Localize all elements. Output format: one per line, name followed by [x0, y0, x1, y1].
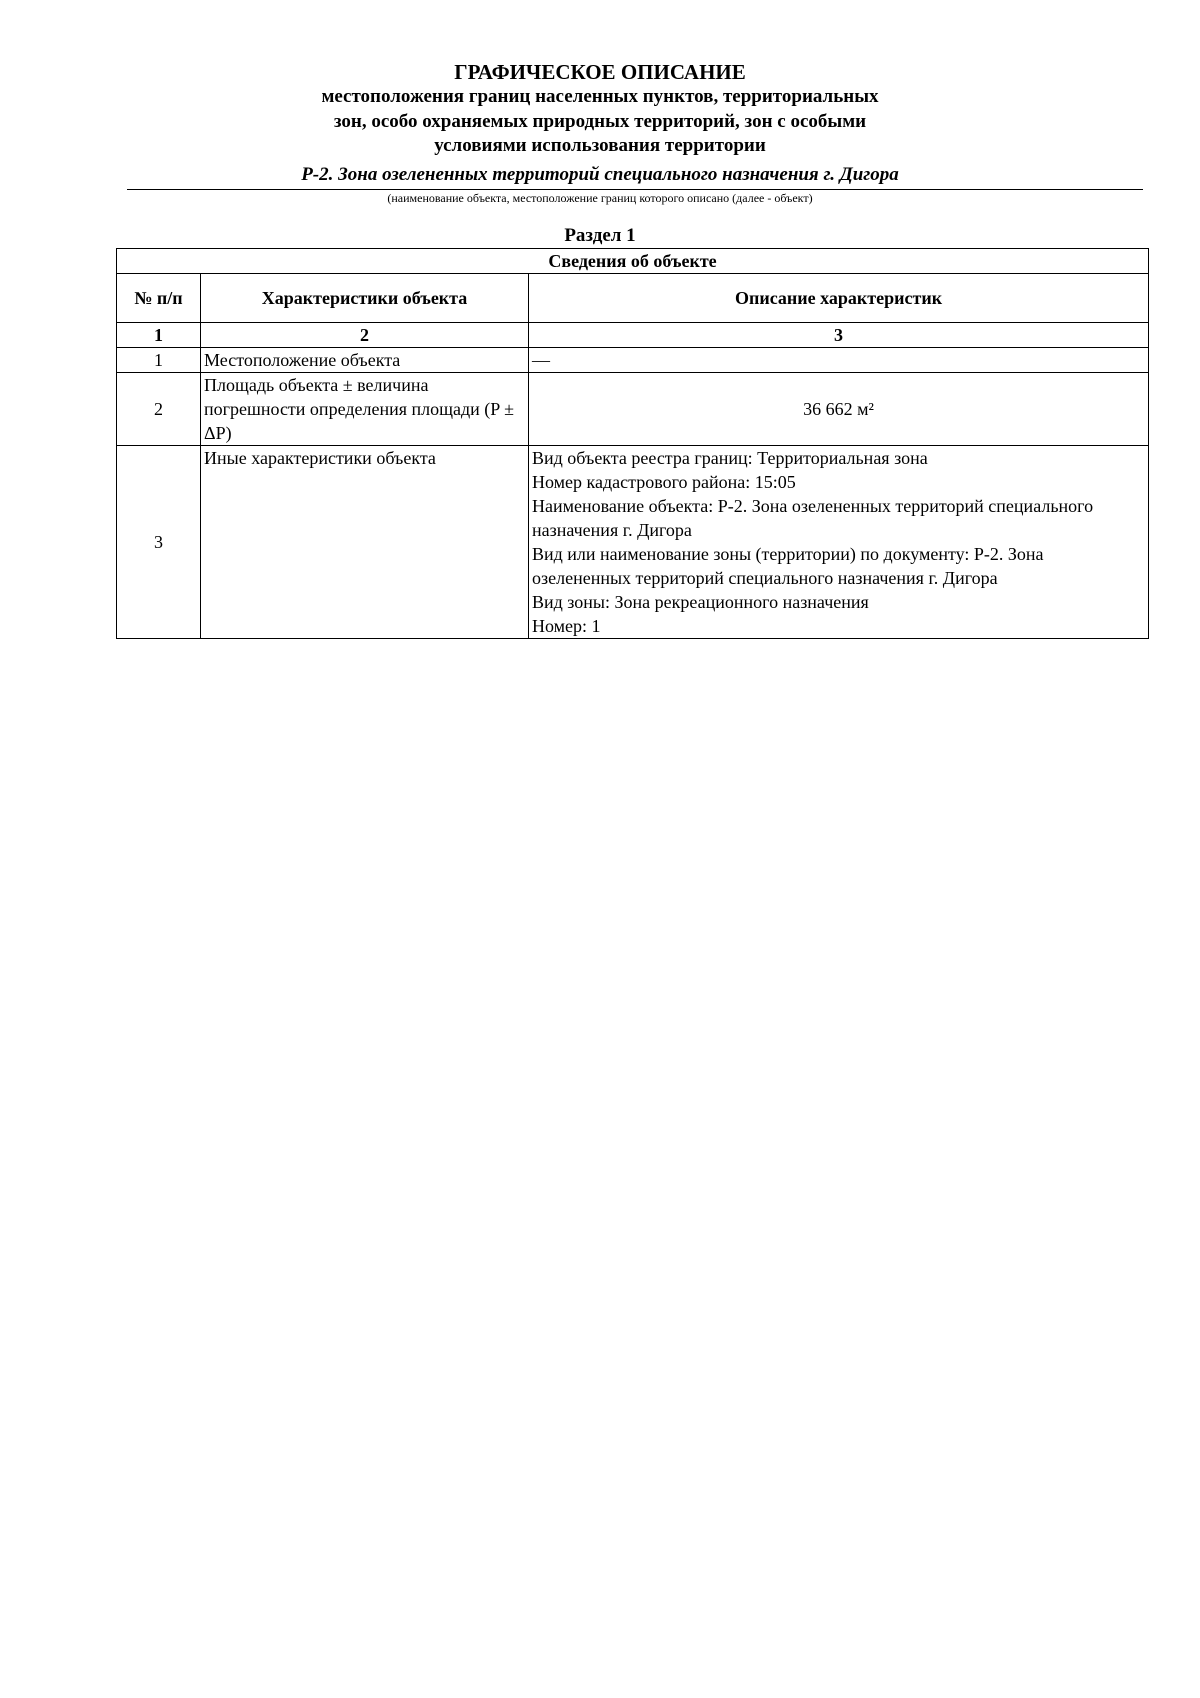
header-description: Описание характеристик	[529, 274, 1149, 323]
object-name: Р-2. Зона озелененных территорий специального назначения г. Дигора	[301, 164, 899, 185]
row-number: 1	[117, 348, 201, 373]
row-characteristic: Местоположение объекта	[201, 348, 529, 373]
document-title: ГРАФИЧЕСКОЕ ОПИСАНИЕ	[454, 60, 746, 84]
description-line: Номер: 1	[532, 616, 601, 636]
row-characteristic: Площадь объекта ± величина погрешности определения площади (P ± ΔP)	[201, 373, 529, 446]
section-title: Раздел 1	[564, 225, 636, 246]
row-number: 3	[117, 446, 201, 639]
header-number: № п/п	[117, 274, 201, 323]
object-name-caption: (наименование объекта, местоположение границ которого описано (далее - объект)	[387, 191, 813, 205]
table-title: Сведения об объекте	[117, 249, 1149, 274]
description-line: Номер кадастрового района: 15:05	[532, 472, 796, 492]
subtitle-line: зон, особо охраняемых природных территорий, зон с особыми	[333, 110, 867, 132]
column-number-row	[117, 323, 1149, 348]
row-description: —	[529, 348, 1149, 373]
table-header-row	[117, 274, 1149, 323]
description-line: Вид зоны: Зона рекреационного назначения	[532, 592, 869, 612]
description-line: Наименование объекта: Р-2. Зона озелененных территорий специального назначения г. Дигора	[532, 496, 1094, 540]
table-row	[117, 373, 1149, 446]
row-description	[529, 446, 1149, 639]
column-number: 2	[201, 323, 529, 348]
row-number: 2	[117, 373, 201, 446]
table-row	[117, 348, 1149, 373]
column-number: 1	[117, 323, 201, 348]
table-title-row	[117, 249, 1149, 274]
header-characteristic: Характеристики объекта	[201, 274, 529, 323]
row-description: 36 662 м²	[529, 373, 1149, 446]
object-name-underline	[127, 189, 1143, 190]
column-number: 3	[529, 323, 1149, 348]
document-subtitle	[0, 85, 1200, 159]
subtitle-line: местоположения границ населенных пунктов, территориальных	[321, 86, 879, 107]
row-characteristic: Иные характеристики объекта	[201, 446, 529, 639]
subtitle-line: условиями использования территории	[434, 135, 766, 156]
description-line: Вид или наименование зоны (территории) по документу: Р-2. Зона озелененных территорий специального назначения г. Дигора	[532, 544, 1044, 588]
table-row	[117, 446, 1149, 639]
object-info-table	[116, 248, 1149, 639]
description-line: Вид объекта реестра границ: Территориальная зона	[532, 448, 928, 468]
